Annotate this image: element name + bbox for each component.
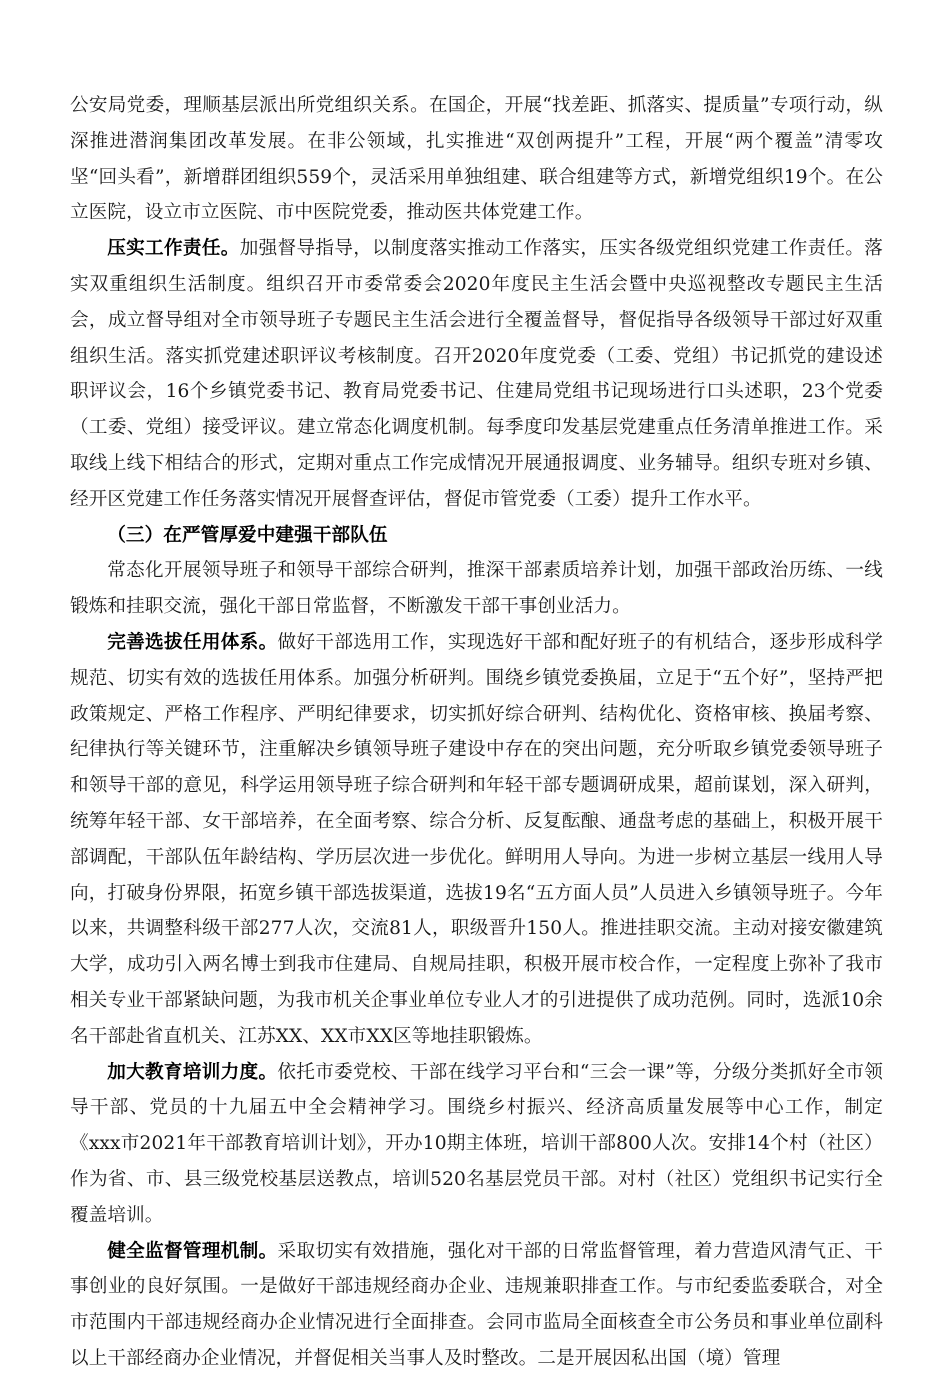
paragraph-text: 依托市委党校、干部在线学习平台和“三会一课”等，分级分类抓好全市领导干部、党员的十九届五中全会精神学习。围绕乡村振兴、经济高质量发展等中心工作，制定《xxx市2021年干部教育培训计划》，开办10期主体班，培训干部800人次。安排14个村（社区）作为省、市、县三级党校基层送教点，培训520名基层党员干部。对村（社区）党组织书记实行全覆盖培训。 xyxy=(70,1061,883,1226)
paragraph-text: 常态化开展领导班子和领导干部综合研判，推深干部素质培养计划，加强干部政治历练、一线锻炼和挂职交流，强化干部日常监督，不断激发干部干事创业活力。 xyxy=(70,560,883,618)
paragraph-text: 公安局党委，理顺基层派出所党组织关系。在国企，开展“找差距、抓落实、提质量”专项行动，纵深推进潜润集团改革发展。在非公领域，扎实推进“双创两提升”工程，开展“两个覆盖”清零攻坚“回头看”，新增群团组织559个，灵活采用单独组建、联合组建等方式，新增党组织19个。在公立医院，设立市立医院、市中医院党委，推动医共体党建工作。 xyxy=(70,95,883,224)
paragraph-selection-system xyxy=(70,625,883,1055)
paragraph-lead-heading: 完善选拔任用体系。 xyxy=(107,631,278,653)
document-page xyxy=(70,88,883,1377)
paragraph-text: 做好干部选用工作，实现选好干部和配好班子的有机结合，逐步形成科学规范、切实有效的选拔任用体系。加强分析研判。围绕乡镇党委换届，立足于“五个好”，坚持严把政策规定、严格工作程序、严明纪律要求，切实抓好综合研判、结构优化、资格审核、换届考察、纪律执行等关键环节，注重解决乡镇领导班子建设中存在的突出问题，充分听取乡镇党委领导班子和领导干部的意见，科学运用领导班子综合研判和年轻干部专题调研成果，超前谋划，深入研判，统筹年轻干部、女干部培养，在全面考察、综合分析、反复酝酿、通盘考虑的基础上，积极开展干部调配，干部队伍年龄结构、学历层次进一步优化。鲜明用人导向。为进一步树立基层一线用人导向，打破身份界限，拓宽乡镇干部选拔渠道，选拔19名“五方面人员”人员进入乡镇领导班子。今年以来，共调整科级干部277人次，交流81人，职级晋升150人。推进挂职交流。主动对接安徽建筑大学，成功引入两名博士到我市住建局、自规局挂职，积极开展市校合作，一定程度上弥补了我市相关专业干部紧缺问题，为我市机关企事业单位专业人才的引进提供了成功范例。同时，选派10余名干部赴省直机关、江苏XX、XX市XX区等地挂职锻炼。 xyxy=(70,631,884,1047)
paragraph-lead-heading: 加大教育培训力度。 xyxy=(107,1061,278,1083)
paragraph-supervision-mechanism xyxy=(70,1234,883,1377)
paragraph-work-responsibility xyxy=(70,231,883,517)
paragraph-party-organization xyxy=(70,88,883,231)
paragraph-text: 采取切实有效措施，强化对干部的日常监督管理，着力营造风清气正、干事创业的良好氛围。一是做好干部违规经商办企业、违规兼职排查工作。与市纪委监委联合，对全市范围内干部违规经商办企业情况进行全面排查。会同市监局全面核查全市公务员和事业单位副科以上干部经商办企业情况，并督促相关当事人及时整改。二是开展因私出国（境）管理 xyxy=(70,1240,884,1369)
paragraph-lead-heading: 压实工作责任。 xyxy=(107,238,240,260)
paragraph-section-intro xyxy=(70,553,883,625)
paragraph-text: 加强督导指导，以制度落实推动工作落实，压实各级党组织党建工作责任。落实双重组织生活制度。组织召开市委常委会2020年度民主生活会暨中央巡视整改专题民主生活会，成立督导组对全市领导班子专题民主生活会进行全覆盖督导，督促指导各级领导干部过好双重组织生活。落实抓党建述职评议考核制度。召开2020年度党委（工委、党组）书记抓党的建设述职评议会，16个乡镇党委书记、教育局党委书记、住建局党组书记现场进行口头述职，23个党委（工委、党组）接受评议。建立常态化调度机制。每季度印发基层党建重点任务清单推进工作。采取线上线下相结合的形式，定期对重点工作完成情况开展通报调度、业务辅导。组织专班对乡镇、经开区党建工作任务落实情况开展督查评估，督促市管党委（工委）提升工作水平。 xyxy=(70,238,883,510)
paragraph-lead-heading: 健全监督管理机制。 xyxy=(107,1240,278,1262)
section-heading-3: （三）在严管厚爱中建强干部队伍 xyxy=(107,524,388,546)
paragraph-education-training xyxy=(70,1055,883,1234)
